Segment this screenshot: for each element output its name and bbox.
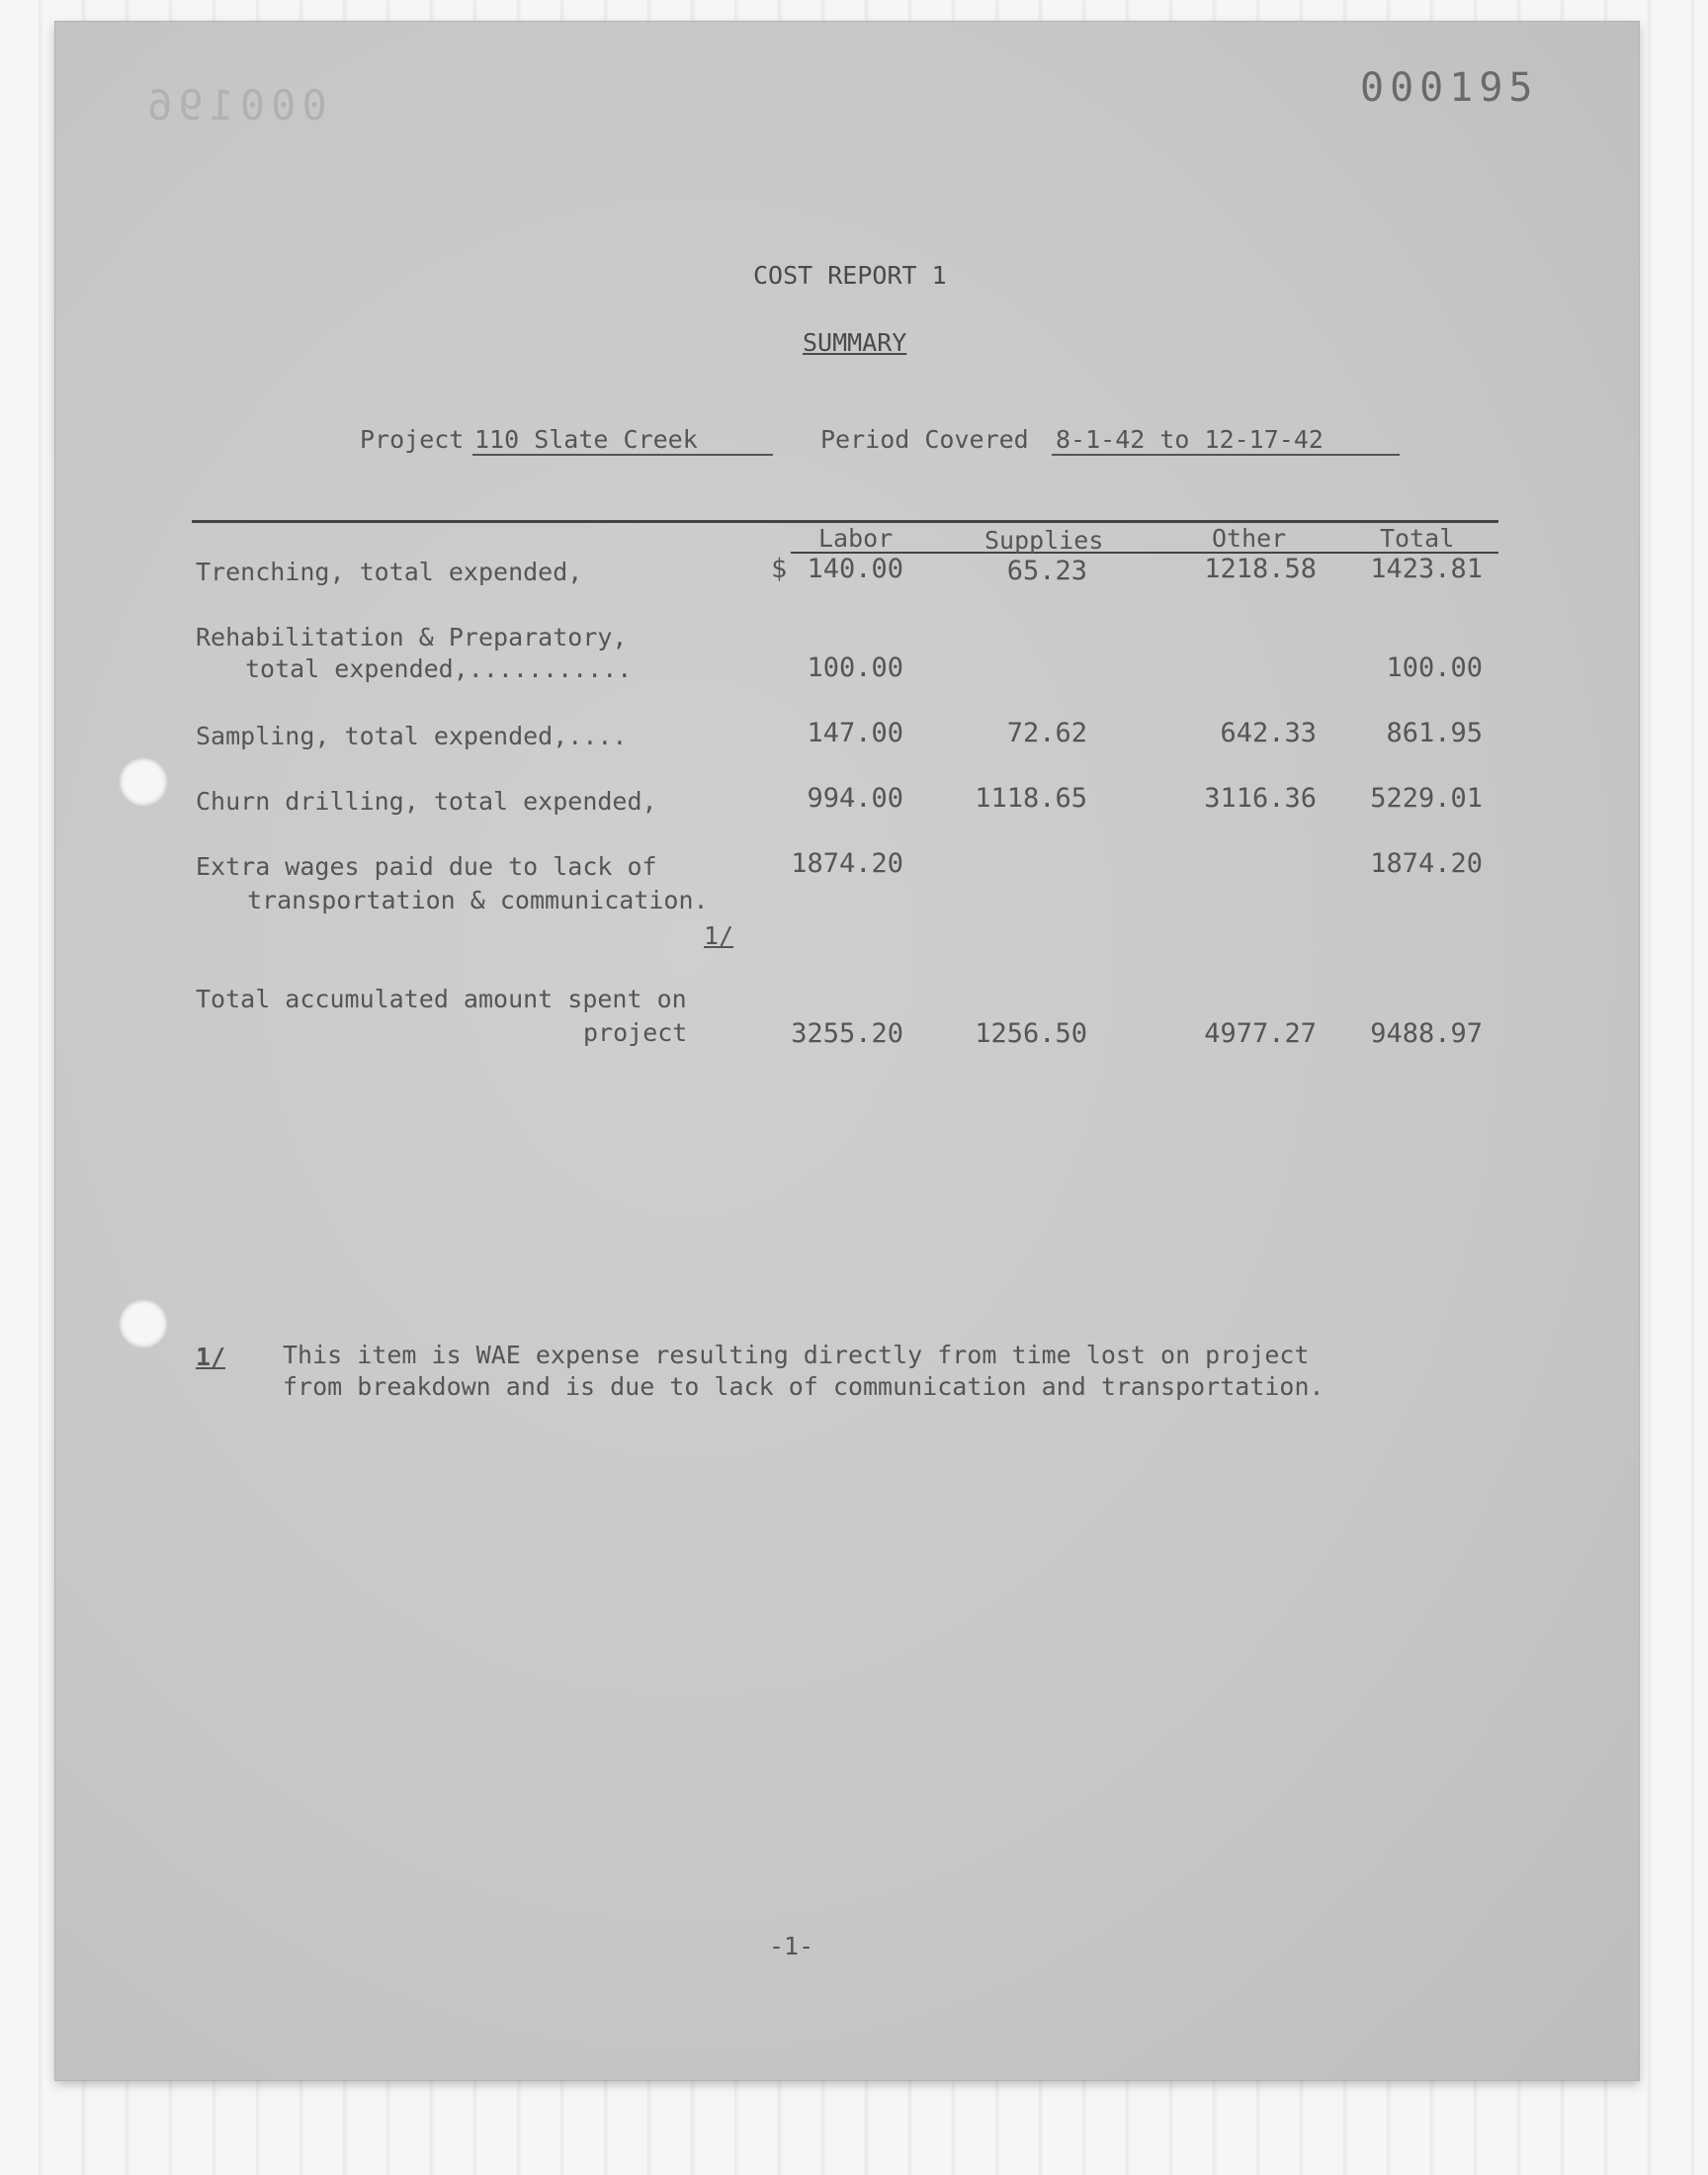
column-header-labor: Labor: [818, 524, 894, 553]
cell-labor: 994.00: [807, 783, 903, 814]
row-label-continued: total expended,...........: [245, 654, 633, 683]
cell-total: 1423.81: [1370, 554, 1483, 584]
cell-labor: 1874.20: [791, 848, 903, 879]
column-header-total: Total: [1380, 524, 1455, 553]
bleed-through-page-number: 000196: [141, 81, 327, 130]
cell-other: 3116.36: [1204, 783, 1317, 814]
page-number: -1-: [769, 1932, 814, 1960]
cell-total: 9488.97: [1370, 1018, 1483, 1049]
cell-other: 642.33: [1220, 718, 1317, 748]
cell-supplies: 1256.50: [975, 1018, 1087, 1049]
report-subtitle: SUMMARY: [803, 328, 907, 357]
cell-labor: 147.00: [807, 718, 903, 748]
footnote-marker: 1/: [196, 1343, 226, 1371]
dollar-sign: $: [771, 554, 788, 584]
footnote-text-line-2: from breakdown and is due to lack of communication and transportation.: [283, 1372, 1324, 1401]
project-label: Project: [360, 425, 465, 454]
cell-supplies: 65.23: [1006, 556, 1087, 586]
row-label: Extra wages paid due to lack of: [196, 852, 657, 881]
cell-total: 1874.20: [1370, 848, 1483, 879]
period-value: 8-1-42 to 12-17-42: [1052, 425, 1400, 456]
cell-labor: 140.00: [807, 554, 903, 584]
cell-labor: 100.00: [807, 652, 903, 683]
page-identifier: 000195: [1360, 65, 1539, 111]
footnote-reference: 1/: [704, 921, 734, 950]
cell-labor: 3255.20: [791, 1018, 903, 1049]
cell-total: 5229.01: [1370, 783, 1483, 814]
row-label: Total accumulated amount spent on: [196, 985, 687, 1013]
project-value: 110 Slate Creek: [472, 425, 773, 456]
footnote-text-line-1: This item is WAE expense resulting directly from time lost on project: [283, 1341, 1310, 1369]
cell-other: 1218.58: [1204, 554, 1317, 584]
period-label: Period Covered: [820, 425, 1029, 454]
table-top-rule: [192, 520, 1498, 523]
row-label: Rehabilitation & Preparatory,: [196, 623, 628, 652]
cell-total: 100.00: [1386, 652, 1483, 683]
row-label: Trenching, total expended,: [196, 558, 583, 586]
row-label-continued: transportation & communication.: [247, 886, 709, 914]
row-label: Churn drilling, total expended,: [196, 787, 657, 816]
punch-hole: [119, 1299, 168, 1348]
report-title: COST REPORT 1: [753, 261, 947, 290]
cell-total: 861.95: [1386, 718, 1483, 748]
row-label: Sampling, total expended,....: [196, 722, 628, 750]
punch-hole: [119, 757, 168, 807]
cell-supplies: 1118.65: [975, 783, 1087, 814]
row-label-continued: project: [583, 1018, 688, 1047]
column-header-supplies: Supplies: [984, 526, 1104, 555]
cell-supplies: 72.62: [1006, 718, 1087, 748]
cell-other: 4977.27: [1204, 1018, 1317, 1049]
column-header-other: Other: [1212, 524, 1287, 553]
